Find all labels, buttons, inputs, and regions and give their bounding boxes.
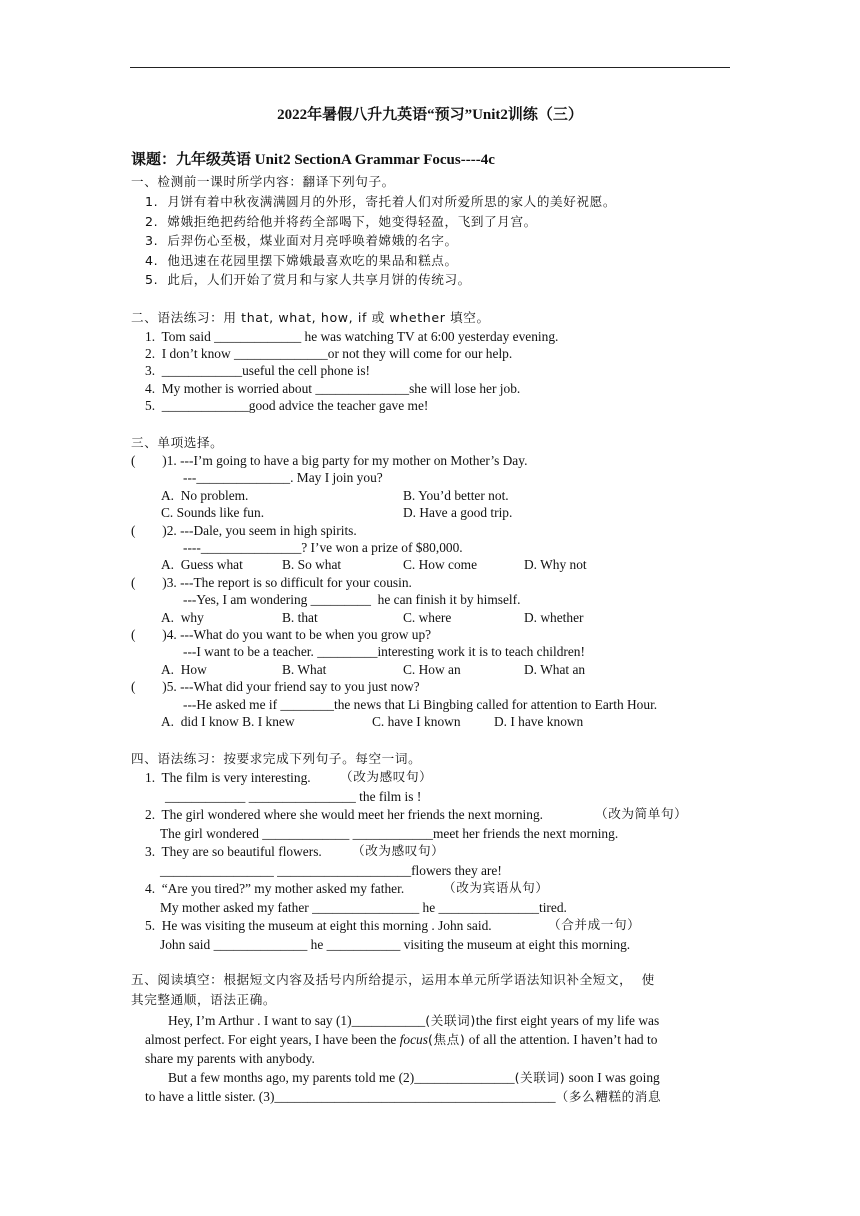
question-1-stem: ( )1. ---I’m going to have a big party for my mother on Mother’s Day. xyxy=(131,453,528,468)
passage-line: But a few months ago, my parents told me (2)_______________(关联词) soon I was going xyxy=(168,1070,660,1085)
question-2-option-a: A. Guess what xyxy=(161,557,243,572)
question-3-line: ---Yes, I am wondering _________ he can finish it by himself. xyxy=(183,592,521,607)
question-1-option-c: C. Sounds like fun. xyxy=(161,505,265,520)
question-4-option-b: B. What xyxy=(282,662,327,677)
section4-note: （改为宾语从句） xyxy=(443,880,549,895)
question-1-option-d: D. Have a good trip. xyxy=(403,505,513,520)
section4-answer: ____________ ________________ the film is ! xyxy=(165,789,422,804)
section1-item: 3. 后羿伤心至极，煤业面对月亮呼唤着嫦娥的名字。 xyxy=(145,233,458,248)
section4-note: （改为感叹句） xyxy=(352,843,445,858)
top-rule xyxy=(130,67,730,68)
question-4-option-d: D. What an xyxy=(524,662,586,677)
section4-item: 3. They are so beautiful flowers. xyxy=(145,844,322,859)
section4-item: 2. The girl wondered where she would meet her friends the next morning. xyxy=(145,807,544,822)
question-2-option-b: B. So what xyxy=(282,557,342,572)
section1-heading: 一、检测前一课时所学内容：翻译下列句子。 xyxy=(131,174,395,189)
section2-item: 3. ____________useful the cell phone is! xyxy=(145,363,370,378)
passage-line: to have a little sister. (3)__________________________________________（多么糟糕的消息 xyxy=(145,1089,662,1104)
question-4-option-a: A. How xyxy=(161,662,207,677)
section2-item: 5. _____________good advice the teacher gave me! xyxy=(145,398,429,413)
question-5-option-ab: A. did I know B. I knew xyxy=(161,714,295,729)
section4-answer: My mother asked my father ________________ he _______________tired. xyxy=(160,900,567,915)
section5-heading: 五、阅读填空：根据短文内容及括号内所给提示，运用本单元所学语法知识补全短文， 使 xyxy=(131,972,655,987)
question-4-line: ---I want to be a teacher. _________interesting work it is to teach children! xyxy=(183,644,585,659)
question-2-line: ----_______________? I’ve won a prize of $80,000. xyxy=(183,540,463,555)
question-5-stem: ( )5. ---What did your friend say to you just now? xyxy=(131,679,420,694)
question-4-stem: ( )4. ---What do you want to be when you grow up? xyxy=(131,627,432,642)
section2-item: 4. My mother is worried about ______________she will lose her job. xyxy=(145,381,521,396)
section4-heading: 四、语法练习：按要求完成下列句子。每空一词。 xyxy=(131,751,422,766)
section1-item: 2. 嫦娥拒绝把药给他并将药全部喝下，她变得轻盈，飞到了月宫。 xyxy=(145,214,537,229)
question-3-option-d: D. whether xyxy=(524,610,584,625)
section4-answer: _________________ ____________________flowers they are! xyxy=(160,863,502,878)
question-2-option-c: C. How come xyxy=(403,557,478,572)
lesson-topic: 课题：九年级英语 Unit2 SectionA Grammar Focus----4c xyxy=(131,152,495,168)
question-3-stem: ( )3. ---The report is so difficult for your cousin. xyxy=(131,575,412,590)
section2-item: 2. I don’t know ______________or not they will come for our help. xyxy=(145,346,513,361)
section4-item: 4. “Are you tired?” my mother asked my father. xyxy=(145,881,405,896)
question-4-option-c: C. How an xyxy=(403,662,461,677)
question-1-option-b: B. You’d better not. xyxy=(403,488,509,503)
section4-note: （改为感叹句） xyxy=(340,769,433,784)
question-1-option-a: A. No problem. xyxy=(161,488,249,503)
page-title: 2022年暑假八升九英语“预习”Unit2训练（三） xyxy=(277,107,583,123)
section4-answer: The girl wondered _____________ ____________meet her friends the next morning. xyxy=(160,826,619,841)
section1-item: 4. 他迅速在花园里摆下嫦娥最喜欢吃的果品和糕点。 xyxy=(145,253,458,268)
section4-note: （改为简单句） xyxy=(595,806,688,821)
passage-line: share my parents with anybody. xyxy=(145,1051,315,1066)
section2-heading: 二、语法练习：用 that, what, how, if 或 whether 填空。 xyxy=(131,310,490,325)
section4-note: （合并成一句） xyxy=(548,917,641,932)
section2-item: 1. Tom said _____________ he was watching TV at 6:00 yesterday evening. xyxy=(145,329,559,344)
question-1-line: ---______________. May I join you? xyxy=(183,470,383,485)
section4-answer: John said ______________ he ___________ visiting the museum at eight this morning. xyxy=(160,937,631,952)
passage-line: almost perfect. For eight years, I have been the focus(焦点) of all the attention. I haven’t had to xyxy=(145,1032,658,1047)
question-3-option-a: A. why xyxy=(161,610,204,625)
section4-item: 5. He was visiting the museum at eight this morning . John said. xyxy=(145,918,492,933)
section1-item: 1. 月饼有着中秋夜满满圆月的外形，寄托着人们对所爱所思的家人的美好祝愿。 xyxy=(145,194,617,209)
section1-item: 5. 此后，人们开始了赏月和与家人共享月饼的传统习。 xyxy=(145,272,471,287)
question-5-line: ---He asked me if ________the news that Li Bingbing called for attention to Earth Hour. xyxy=(183,697,658,712)
question-3-option-b: B. that xyxy=(282,610,318,625)
question-5-option-c: C. have I known xyxy=(372,714,461,729)
question-5-option-d: D. I have known xyxy=(494,714,584,729)
passage-line: Hey, I’m Arthur . I want to say (1)___________(关联词)the first eight years of my life was xyxy=(168,1013,660,1028)
section4-item: 1. The film is very interesting. xyxy=(145,770,311,785)
question-3-option-c: C. where xyxy=(403,610,452,625)
question-2-option-d: D. Why not xyxy=(524,557,587,572)
question-2-stem: ( )2. ---Dale, you seem in high spirits. xyxy=(131,523,357,538)
section5-heading-cont: 其完整通顺，语法正确。 xyxy=(131,992,277,1007)
section3-heading: 三、单项选择。 xyxy=(131,435,224,450)
